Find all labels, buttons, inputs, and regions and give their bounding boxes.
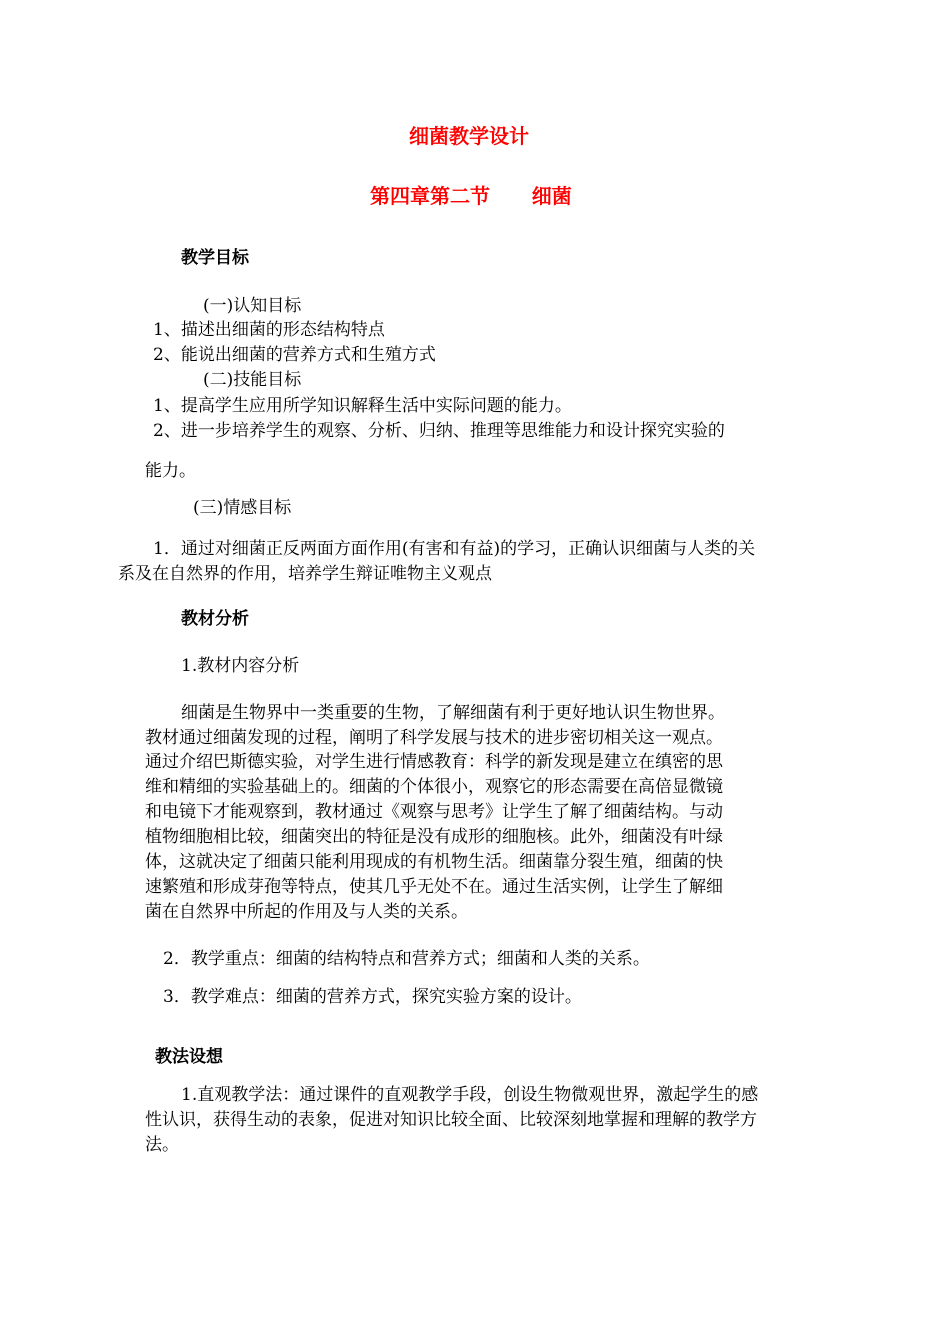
paragraph-line: 体，这就决定了细菌只能利用现成的有机物生活。细菌靠分裂生殖，细菌的快 xyxy=(145,852,723,872)
method-line: 1.直观教学法：通过课件的直观教学手段，创设生物微观世界，激起学生的感 xyxy=(181,1085,759,1105)
paragraph-line: 速繁殖和形成芽孢等特点，使其几乎无处不在。通过生活实例，让学生了解细 xyxy=(145,877,723,897)
paragraph-line: 和电镜下才能观察到，教材通过《观察与思考》让学生了解了细菌结构。与动 xyxy=(145,802,723,822)
section-heading-method: 教法设想 xyxy=(155,1047,223,1067)
goal-line: 能力。 xyxy=(145,461,196,481)
subheading-content-analysis: 1.教材内容分析 xyxy=(181,656,300,676)
paragraph-line: 维和精细的实验基础上的。细菌的个体很小，观察它的形态需要在高倍显微镜 xyxy=(145,777,723,797)
difficulty-line: 3．教学难点：细菌的营养方式，探究实验方案的设计。 xyxy=(163,987,582,1007)
paragraph-line: 教材通过细菌发现的过程，阐明了科学发展与技术的进步密切相关这一观点。 xyxy=(145,728,723,748)
goal-line: 2、进一步培养学生的观察、分析、归纳、推理等思维能力和设计探究实验的 xyxy=(153,421,725,441)
paragraph-line: 植物细胞相比较，细菌突出的特征是没有成形的细胞核。此外，细菌没有叶绿 xyxy=(145,827,723,847)
document-title: 细菌教学设计 xyxy=(409,124,529,148)
method-line: 法。 xyxy=(145,1135,179,1155)
goal-line: 1、提高学生应用所学知识解释生活中实际问题的能力。 xyxy=(153,396,572,416)
document-subtitle: 第四章第二节 细菌 xyxy=(370,184,572,208)
goal-line: 2、能说出细菌的营养方式和生殖方式 xyxy=(153,345,436,365)
paragraph-line: 细菌是生物界中一类重要的生物，了解细菌有利于更好地认识生物世界。 xyxy=(181,703,725,723)
section-heading-goals: 教学目标 xyxy=(181,248,249,268)
paragraph-line: 通过介绍巴斯德实验，对学生进行情感教育：科学的新发现是建立在缜密的思 xyxy=(145,752,723,772)
section-heading-analysis: 教材分析 xyxy=(181,609,249,629)
goal-line: 1、描述出细菌的形态结构特点 xyxy=(153,320,385,340)
paragraph-line: 菌在自然界中所起的作用及与人类的关系。 xyxy=(145,902,468,922)
subheading-cognitive: (一)认知目标 xyxy=(203,296,302,316)
subheading-skill: (二)技能目标 xyxy=(203,370,302,390)
method-line: 性认识，获得生动的表象，促进对知识比较全面、比较深刻地掌握和理解的教学方 xyxy=(145,1110,757,1130)
goal-line: 系及在自然界的作用，培养学生辩证唯物主义观点 xyxy=(118,564,492,584)
key-point-line: 2．教学重点：细菌的结构特点和营养方式；细菌和人类的关系。 xyxy=(163,949,650,969)
subheading-emotion: (三)情感目标 xyxy=(193,498,292,518)
goal-line: 1．通过对细菌正反两面方面作用(有害和有益)的学习，正确认识细菌与人类的关 xyxy=(153,539,756,559)
